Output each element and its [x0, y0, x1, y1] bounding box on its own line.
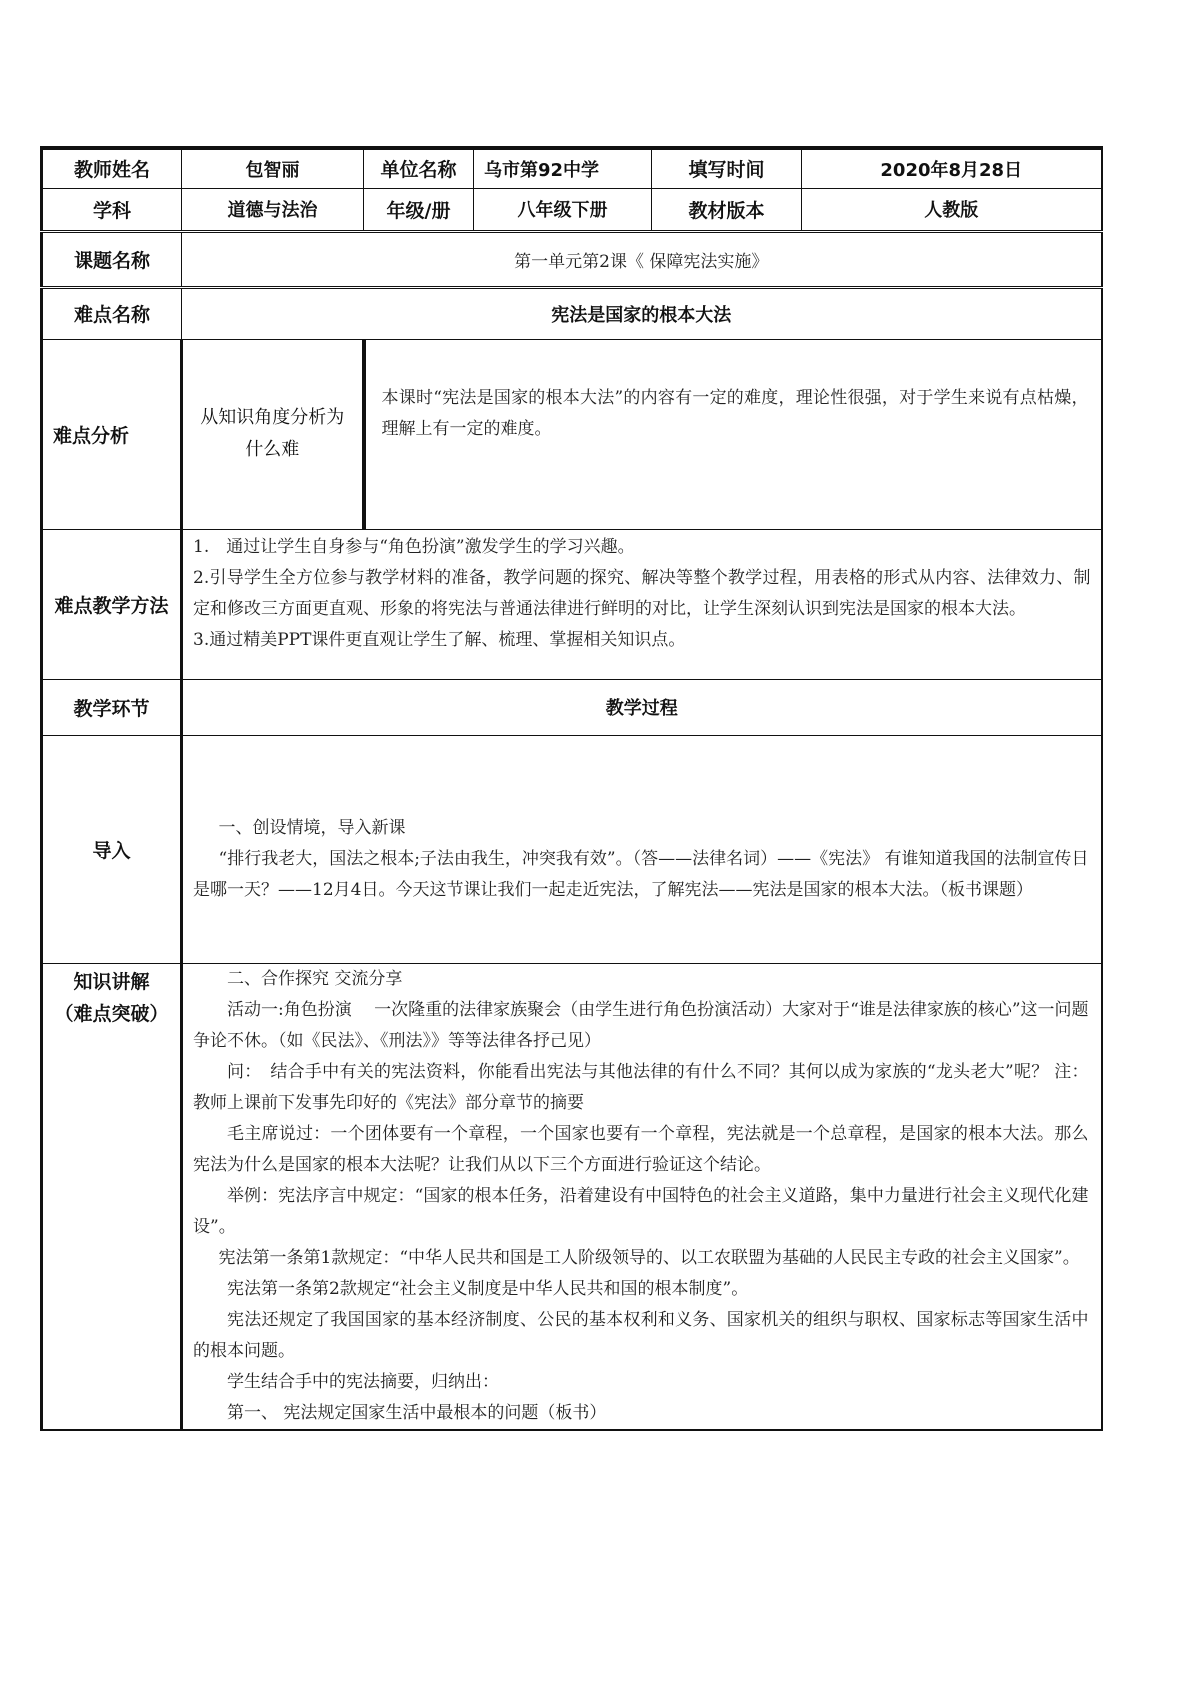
subject-label: 学科 [42, 188, 182, 231]
teacher-name: 包智丽 [182, 148, 364, 188]
unit-label: 单位名称 [364, 148, 474, 188]
intro-text: “排行我老大，国法之根本;子法由我生，冲突我有效”。（答——法律名词）——《宪法》 有谁知道我国的法制宣传日是哪一天？——12月4日。今天这节课让我们一起走近宪法，了解宪法——宪法是国家的根本大法。（板书课题） [193, 848, 1089, 900]
lesson-plan-table [40, 146, 1103, 1431]
intro-label: 导入 [42, 735, 182, 963]
teacher-row [42, 148, 1102, 188]
analysis-row [42, 339, 1102, 529]
grade-label: 年级/册 [364, 188, 474, 231]
method-item: 2.引导学生全方位参与教学材料的准备，教学问题的探究、解决等整个教学过程，用表格的形式从内容、法律效力、制定和修改三方面更直观、形象的将宪法与普通法律进行鲜明的对比，让学生深刻认识到宪法是国家的根本大法。 [193, 567, 1091, 619]
knowledge-paragraph: 问： 结合手中有关的宪法资料，你能看出宪法与其他法律的有什么不同？其何以成为家族的“龙头老大”呢？ 注：教师上课前下发事先印好的《宪法》部分章节的摘要 [193, 1061, 1089, 1113]
difficulty-label: 难点名称 [42, 287, 182, 339]
grade-value: 八年级下册 [474, 188, 652, 231]
methods-content [182, 529, 1102, 679]
method-item: 3.通过精美PPT课件更直观让学生了解、梳理、掌握相关知识点。 [193, 629, 686, 650]
edition-label: 教材版本 [652, 188, 802, 231]
knowledge-label [42, 963, 182, 1430]
knowledge-paragraph: 毛主席说过：一个团体要有一个章程，一个国家也要有一个章程，宪法就是一个总章程，是国家的根本大法。那么宪法为什么是国家的根本大法呢？让我们从以下三个方面进行验证这个结论。 [193, 1123, 1089, 1175]
process-stage-label: 教学环节 [42, 679, 182, 735]
unit-name: 乌市第92中学 [474, 148, 652, 188]
teacher-label: 教师姓名 [42, 148, 182, 188]
difficulty-value: 宪法是国家的根本大法 [182, 287, 1102, 339]
difficulty-row [42, 287, 1102, 339]
knowledge-row [42, 963, 1102, 1430]
edition-value: 人教版 [802, 188, 1102, 231]
knowledge-label-line1: 知识讲解 [73, 970, 150, 993]
knowledge-paragraph: 二、合作探究 交流分享 [227, 968, 403, 989]
topic-value: 第一单元第2课《 保障宪法实施》 [182, 231, 1102, 287]
date-label: 填写时间 [652, 148, 802, 188]
subject-value: 道德与法治 [182, 188, 364, 231]
knowledge-paragraph: 学生结合手中的宪法摘要，归纳出： [227, 1371, 499, 1392]
knowledge-paragraph: 举例：宪法序言中规定：“国家的根本任务，沿着建设有中国特色的社会主义道路，集中力量进行社会主义现代化建设”。 [193, 1185, 1089, 1237]
analysis-sub-label: 从知识角度分析为什么难 [182, 339, 364, 529]
knowledge-paragraph: 宪法还规定了我国国家的基本经济制度、公民的基本权利和义务、国家机关的组织与职权、国家标志等国家生活中的根本问题。 [193, 1309, 1089, 1361]
knowledge-paragraph: 活动一:角色扮演 一次隆重的法律家族聚会（由学生进行角色扮演活动）大家对于“谁是法律家族的核心”这一问题争论不休。（如《民法》、《刑法》》等等法律各抒己见） [193, 999, 1089, 1051]
subject-row [42, 188, 1102, 231]
intro-content [182, 735, 1102, 963]
knowledge-label-line2: （难点突破） [54, 1002, 169, 1025]
intro-heading: 一、创设情境，导入新课 [218, 817, 406, 838]
knowledge-paragraph: 宪法第一条第2款规定“社会主义制度是中华人民共和国的根本制度”。 [227, 1278, 749, 1299]
topic-row [42, 231, 1102, 287]
process-header-row [42, 679, 1102, 735]
intro-row [42, 735, 1102, 963]
methods-row [42, 529, 1102, 679]
method-item: 1. 通过让学生自身参与“角色扮演”激发学生的学习兴趣。 [193, 536, 635, 557]
process-label: 教学过程 [182, 679, 1102, 735]
analysis-text: 本课时“宪法是国家的根本大法”的内容有一定的难度，理论性很强，对于学生来说有点枯燥，理解上有一定的难度。 [364, 339, 1102, 529]
analysis-label: 难点分析 [42, 339, 182, 529]
knowledge-paragraph: 宪法第一条第1款规定：“中华人民共和国是工人阶级领导的、以工农联盟为基础的人民民主专政的社会主义国家”。 [218, 1247, 1080, 1268]
topic-label: 课题名称 [42, 231, 182, 287]
lesson-plan-sheet [40, 146, 1100, 1431]
methods-label: 难点教学方法 [42, 529, 182, 679]
knowledge-content [182, 963, 1102, 1430]
date-value: 2020年8月28日 [802, 148, 1102, 188]
knowledge-paragraph: 第一、 宪法规定国家生活中最根本的问题（板书） [227, 1402, 607, 1423]
